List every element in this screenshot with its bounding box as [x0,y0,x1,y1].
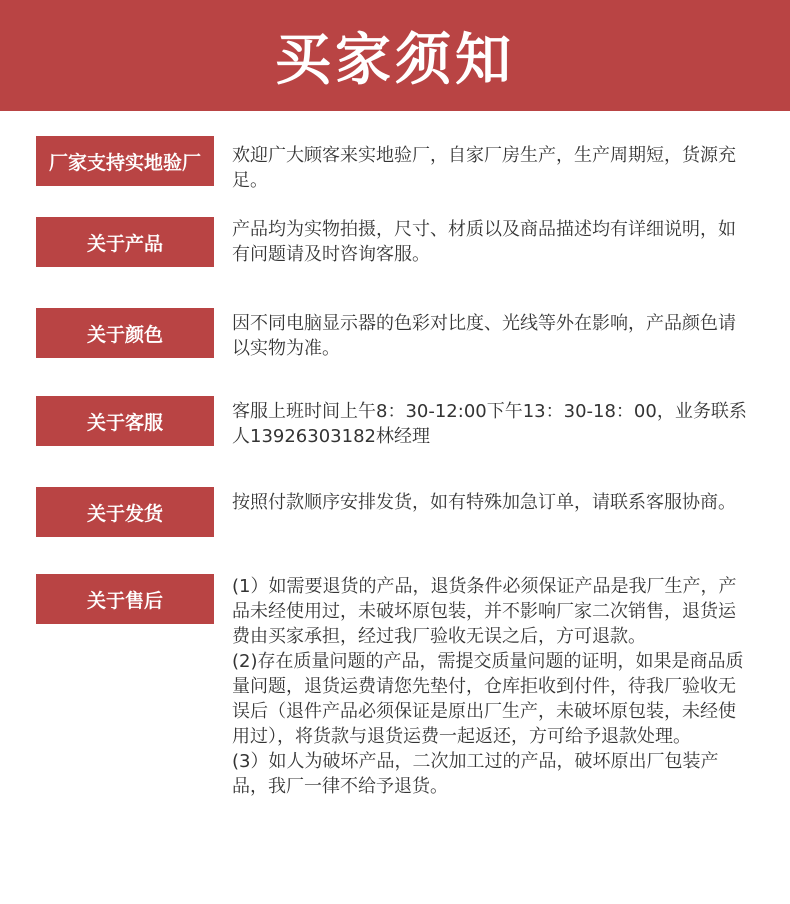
label-about-service: 关于客服 [36,396,214,446]
text-about-product: 产品均为实物拍摄，尺寸、材质以及商品描述均有详细说明，如有问题请及时咨询客服。 [232,219,736,265]
aftersales-paragraph-1: (1）如需要退货的产品，退货条件必须保证产品是我厂生产，产品未经使用过，未破坏原包装，并不影响厂家二次销售，退货运费由买家承担，经过我厂验收无误之后，方可退款。 [232,576,737,647]
text-about-aftersales [232,574,752,799]
label-about-shipping: 关于发货 [36,487,214,537]
text-factory-inspection: 欢迎广大顾客来实地验厂，自家厂房生产，生产周期短，货源充足。 [232,145,736,191]
text-about-shipping: 按照付款顺序安排发货，如有特殊加急订单，请联系客服协商。 [232,492,736,513]
page-title: 买家须知 [275,27,515,93]
label-about-product: 关于产品 [36,217,214,267]
aftersales-paragraph-3: (3）如人为破坏产品，二次加工过的产品，破坏原出厂包装产品，我厂一律不给予退货。 [232,751,719,797]
header-banner [0,0,790,111]
label-about-color: 关于颜色 [36,308,214,358]
label-factory-inspection: 厂家支持实地验厂 [36,136,214,186]
aftersales-paragraph-2: (2)存在质量问题的产品，需提交质量问题的证明，如果是商品质量问题，退货运费请您先垫付，仓库拒收到付件，待我厂验收无误后（退件产品必须保证是原出厂生产，未破坏原包装，未经使用过），将货款与退货运费一起返还，方可给予退款处理。 [232,651,744,747]
label-about-aftersales: 关于售后 [36,574,214,624]
text-about-service: 客服上班时间上午8：30-12:00下午13：30-18：00，业务联系人13926303182林经理 [232,401,747,447]
text-about-color: 因不同电脑显示器的色彩对比度、光线等外在影响，产品颜色请以实物为准。 [232,313,736,359]
